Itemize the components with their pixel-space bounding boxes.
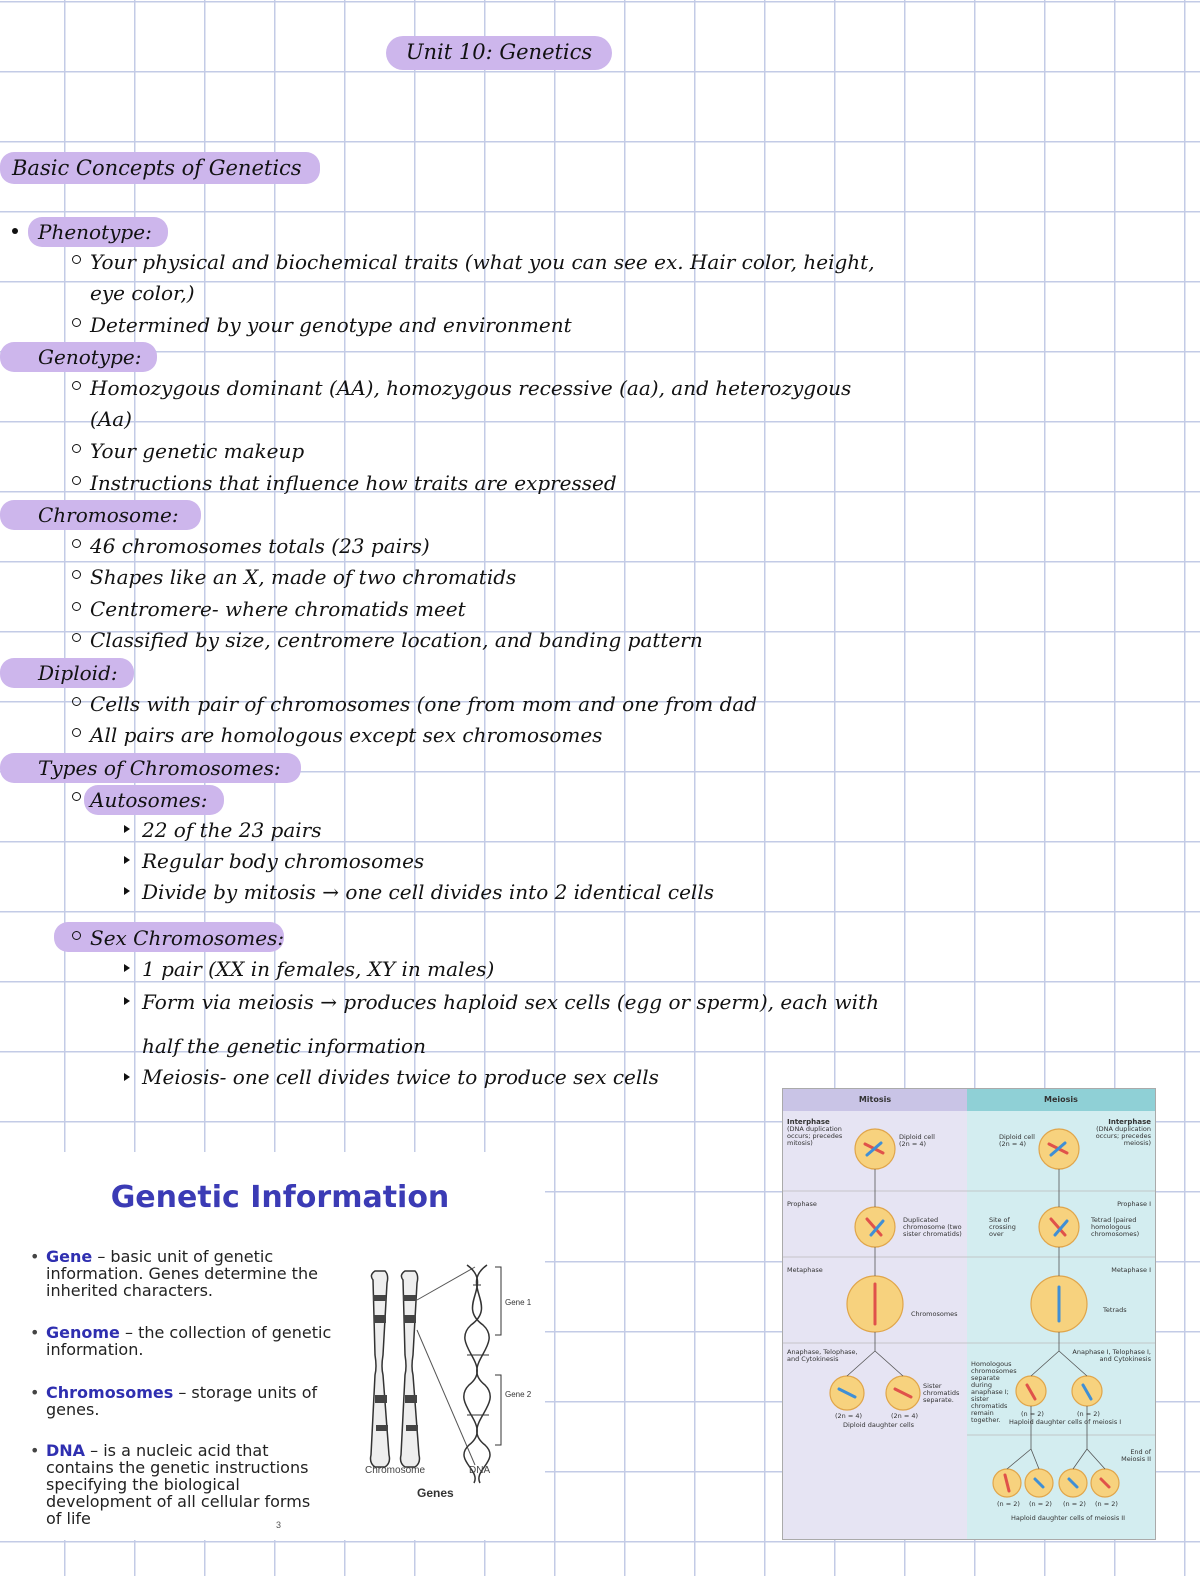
mitosis-meiosis-drawing — [783, 1089, 1155, 1539]
gene2-label: Gene 2 — [505, 1390, 532, 1399]
bullet-circle — [72, 728, 81, 737]
gene1-label: Gene 1 — [505, 1298, 532, 1307]
bullet-circle — [72, 931, 81, 940]
prophase-i-label: Prophase I — [1117, 1200, 1151, 1208]
diploid-label: Diploid: — [0, 658, 134, 688]
chromosome-caption: Chromosome — [365, 1465, 426, 1476]
bullet-circle — [72, 318, 81, 327]
sex-item-2: Form via meiosis → produces haploid sex cells (egg or sperm), each with — [142, 990, 879, 1014]
anaphase-i-label: Anaphase I, Telophase I, and Cytokinesis — [1072, 1348, 1151, 1363]
bullet-circle — [72, 570, 81, 579]
dna-definition: • DNA – is a nucleic acid that contains the genetic instructions specifying the biological development of all cellular forms of life — [46, 1442, 328, 1527]
bullet-triangle — [124, 887, 130, 895]
phenotype-label: Phenotype: — [28, 217, 168, 247]
n2-label-2: (n = 2) — [1029, 1500, 1052, 1508]
phenotype-item-1: Your physical and biochemical traits (what you can see ex. Hair color, height, — [90, 250, 875, 274]
bullet-dot — [12, 228, 18, 234]
bullet-triangle — [124, 964, 130, 972]
mitosis-meiosis-diagram — [782, 1088, 1156, 1540]
bullet-circle — [72, 697, 81, 706]
two-n-4-label-right: (2n = 4) — [891, 1412, 919, 1420]
diploid-item-1: Cells with pair of chromosomes (one from mom and one from dad — [90, 692, 758, 716]
genotype-label: Genotype: — [0, 342, 157, 372]
types-label: Types of Chromosomes: — [0, 753, 301, 783]
n2-label-3: (n = 2) — [1063, 1500, 1086, 1508]
haploid-i-label: Haploid daughter cells of meiosis I — [1009, 1418, 1122, 1426]
sex-item-3: Meiosis- one cell divides twice to produce sex cells — [142, 1065, 659, 1089]
two-n-4-label-left: (2n = 4) — [835, 1412, 863, 1420]
dna-helix-illustration — [464, 1265, 490, 1483]
chromosome-item-3: Centromere- where chromatids meet — [90, 597, 466, 621]
meiosis-header: Meiosis — [967, 1089, 1155, 1111]
sex-chromosomes-label: Sex Chromosomes: — [90, 926, 285, 950]
genes-caption: Genes — [417, 1486, 454, 1500]
chromosome-label: Chromosome: — [0, 500, 201, 530]
diploid-daughter-label: Diploid daughter cells — [843, 1421, 915, 1429]
chromosome-illustration — [371, 1271, 420, 1467]
sex-item-1: 1 pair (XX in females, XY in males) — [142, 957, 495, 981]
metaphase-i-label: Metaphase I — [1111, 1266, 1151, 1274]
chromosome-item-1: 46 chromosomes totals (23 pairs) — [90, 534, 430, 558]
n2-label-4: (n = 2) — [1095, 1500, 1118, 1508]
bullet-circle — [72, 476, 81, 485]
metaphase-label: Metaphase — [787, 1266, 823, 1274]
diploid-cell-meiosis-label: Diploid cell (2n = 4) — [999, 1133, 1035, 1148]
bullet-circle — [72, 381, 81, 390]
diploid-item-2: All pairs are homologous except sex chromosomes — [90, 723, 603, 747]
chromosome-item-2: Shapes like an X, made of two chromatids — [90, 565, 517, 589]
chromosomes-definition: • Chromosomes – storage units of genes. — [46, 1384, 346, 1418]
autosomes-item-1: 22 of the 23 pairs — [142, 818, 322, 842]
genotype-item-3: Instructions that influence how traits are expressed — [90, 471, 617, 495]
genotype-item-1: Homozygous dominant (AA), homozygous recessive (aa), and heterozygous — [90, 376, 852, 400]
haploid-ii-label: Haploid daughter cells of meiosis II — [1011, 1514, 1126, 1522]
chromosome-item-4: Classified by size, centromere location, and banding pattern — [90, 628, 703, 652]
bullet-triangle — [124, 1073, 130, 1081]
tetrad-label: Tetrad (paired homologous chromosomes) — [1091, 1216, 1140, 1238]
genetic-information-title: Genetic Information — [110, 1180, 450, 1215]
bullet-triangle — [124, 825, 130, 833]
chromosomes-label: Chromosomes — [911, 1310, 958, 1318]
bullet-triangle — [124, 997, 130, 1005]
sex-item-2-cont: half the genetic information — [142, 1034, 426, 1058]
diploid-cell-label: Diploid cell (2n = 4) — [899, 1133, 935, 1148]
chromosome-dna-diagram — [355, 1255, 540, 1505]
mitosis-header: Mitosis — [783, 1089, 967, 1111]
site-crossing-label: Site of crossing over — [989, 1216, 1016, 1238]
n2-label-right: (n = 2) — [1077, 1410, 1100, 1418]
autosomes-item-2: Regular body chromosomes — [142, 849, 425, 873]
interphase-meiosis-label: Interphase (DNA duplication occurs; precedes meiosis) — [1095, 1118, 1151, 1147]
n2-label-1: (n = 2) — [997, 1500, 1020, 1508]
genome-definition: • Genome – the collection of genetic information. — [46, 1324, 346, 1358]
sister-separate-label: Sister chromatids separate. — [923, 1382, 960, 1404]
bullet-triangle — [124, 856, 130, 864]
interphase-mitosis-label: Interphase (DNA duplication occurs; precedes mitosis) — [787, 1118, 843, 1147]
prophase-label: Prophase — [787, 1200, 817, 1208]
bullet-circle — [72, 633, 81, 642]
genotype-item-1-cont: (Aa) — [90, 407, 132, 431]
bullet-circle — [72, 444, 81, 453]
autosomes-label: Autosomes: — [84, 785, 224, 815]
dna-caption: DNA — [469, 1465, 491, 1476]
tetrads-label: Tetrads — [1103, 1306, 1127, 1314]
section-heading: Basic Concepts of Genetics — [0, 152, 320, 184]
end-meiosis-ii-label: End of Meiosis II — [1121, 1448, 1151, 1463]
page-title: Unit 10: Genetics — [405, 40, 593, 64]
phenotype-item-2: Determined by your genotype and environment — [90, 313, 572, 337]
bullet-circle — [72, 602, 81, 611]
homologous-separate-label: Homologous chromosomes separate during anaphase I; sister chromatids remain together. — [971, 1360, 1017, 1424]
gene-definition: • Gene – basic unit of genetic information. Genes determine the inherited characters. — [46, 1248, 346, 1299]
n2-label-left: (n = 2) — [1021, 1410, 1044, 1418]
bullet-circle — [72, 792, 81, 801]
anaphase-label: Anaphase, Telophase, and Cytokinesis — [787, 1348, 858, 1363]
phenotype-item-1-cont: eye color,) — [90, 281, 195, 305]
bullet-circle — [72, 539, 81, 548]
duplicated-label: Duplicated chromosome (two sister chromatids) — [903, 1216, 962, 1238]
bullet-circle — [72, 255, 81, 264]
autosomes-item-3: Divide by mitosis → one cell divides into 2 identical cells — [142, 880, 714, 904]
page-number: 3 — [276, 1520, 282, 1530]
genotype-item-2: Your genetic makeup — [90, 439, 305, 463]
